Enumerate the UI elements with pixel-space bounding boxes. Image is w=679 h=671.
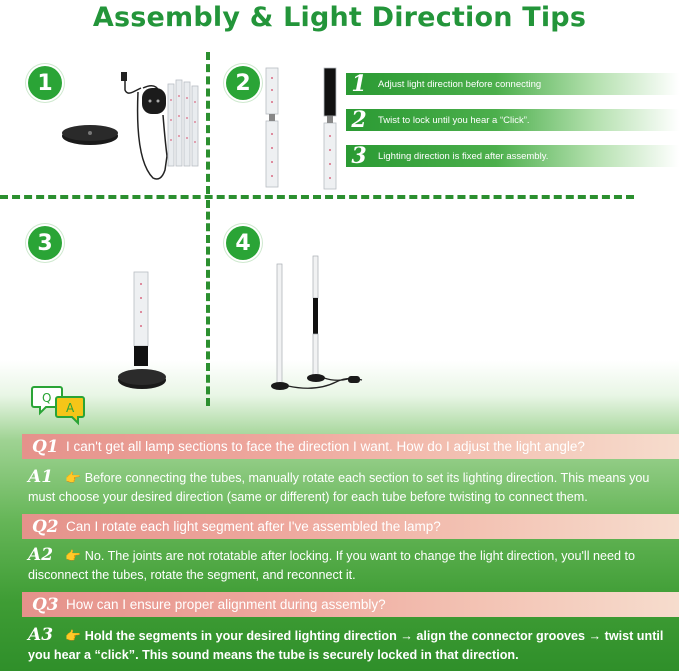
tip-1-text: Adjust light direction before connecting [378, 78, 542, 90]
answer-text-2: No. The joints are not rotatable after locking. If you want to change the light direction, you'll need to disconnect the tubes, rotate the segment, and reconnect it. [28, 549, 636, 582]
answer-text-3: Hold the segments in your desired lighting direction → align the connector grooves → twist until you hear a “click”. This sound means the tube is securely locked in that direction. [28, 629, 664, 662]
tip-2-text: Twist to lock until you hear a “Click”. [378, 114, 530, 126]
answer-text-1: Before connecting the tubes, manually rotate each section to set its lighting direction. This means you must choose your desired direction (same or different) for each tube before twisting to connect them. [28, 471, 650, 504]
answer-2 [28, 546, 678, 585]
step-badge-4: 4 [226, 226, 260, 260]
pointing-hand-icon: 👉 [65, 471, 81, 485]
page-title: Assembly & Light Direction Tips [92, 2, 587, 33]
question-text-1: I can't get all lamp sections to face the direction I want. How do I adjust the light angle? [66, 439, 585, 454]
answer-1 [28, 468, 678, 507]
question-label-3: Q3 [32, 594, 59, 615]
question-bar-1 [22, 434, 679, 459]
question-text-3: How can I ensure proper alignment during assembly? [66, 597, 386, 612]
tip-3-number: 3 [351, 143, 367, 169]
tip-2 [346, 109, 679, 131]
tip-3 [346, 145, 679, 167]
answer-label-1: A1 [28, 467, 54, 487]
tip-2-number: 2 [351, 107, 367, 133]
question-label-2: Q2 [32, 516, 59, 537]
qa-chat-icon [32, 383, 92, 433]
divider-vertical-top [206, 52, 210, 194]
divider-vertical-bottom [206, 200, 210, 406]
step-badge-2: 2 [226, 66, 260, 100]
answer-label-3: A3 [28, 625, 54, 645]
qa-icon-q: Q [42, 391, 52, 405]
step3-lamp-on-base-illustration [112, 268, 182, 398]
question-bar-2 [22, 514, 679, 539]
step1-kit-illustration [55, 70, 205, 190]
pointing-hand-icon: 👉 [65, 629, 81, 643]
step4-assembled-lamps-illustration [266, 252, 376, 402]
step-badge-1: 1 [28, 66, 62, 100]
question-label-1: Q1 [32, 436, 59, 457]
step-badge-3: 3 [28, 226, 62, 260]
step2-tube-connection-illustration [260, 66, 350, 196]
question-text-2: Can I rotate each light segment after I've assembled the lamp? [66, 519, 441, 534]
answer-3 [28, 626, 678, 665]
qa-icon-a: A [66, 401, 75, 415]
answer-label-2: A2 [28, 545, 54, 565]
tip-1 [346, 73, 679, 95]
question-bar-3 [22, 592, 679, 617]
tip-3-text: Lighting direction is fixed after assembly. [378, 150, 549, 162]
tip-1-number: 1 [351, 71, 367, 97]
pointing-hand-icon: 👉 [65, 549, 81, 563]
